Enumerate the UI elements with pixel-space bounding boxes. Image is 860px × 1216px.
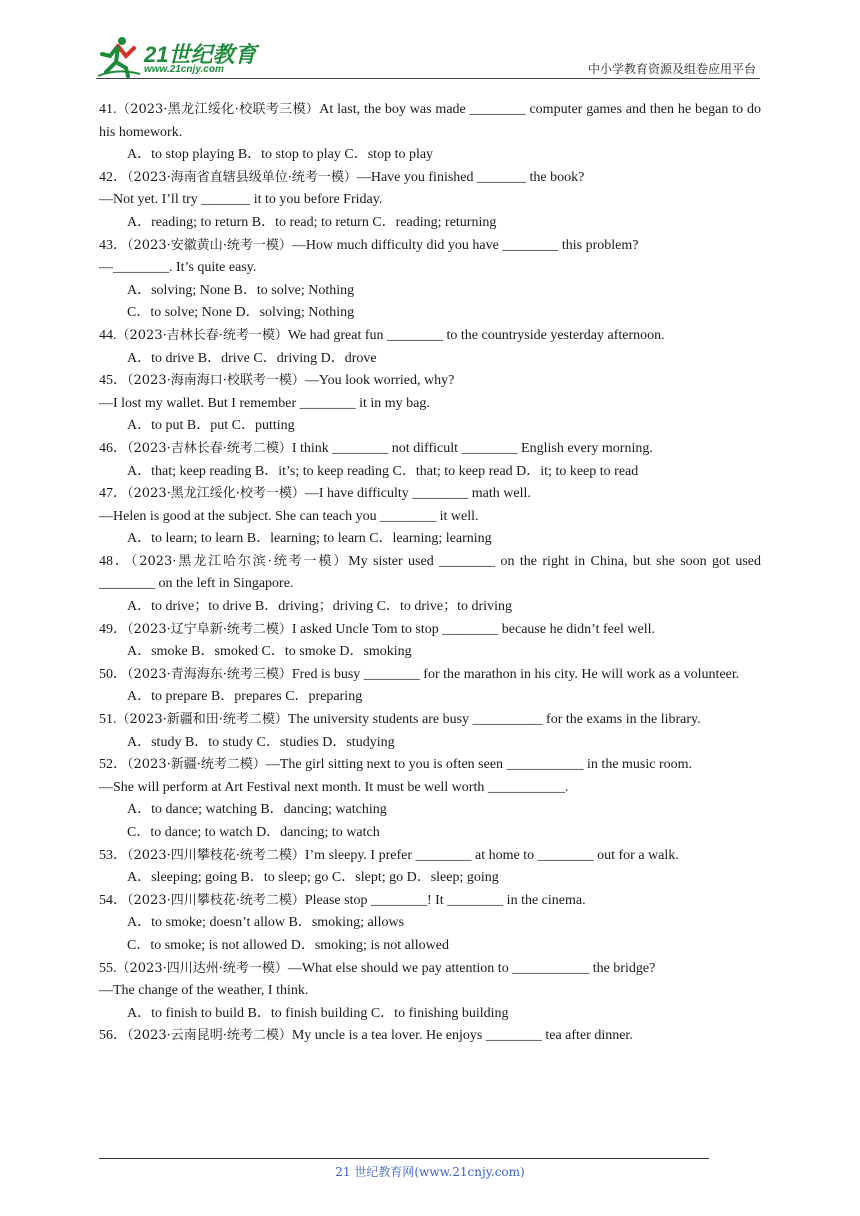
question-number: 52．	[99, 757, 127, 773]
answer-options: A．sleeping; going B．to sleep; go C．slept; go D．sleep; going	[127, 870, 499, 886]
question-number: 51.	[99, 712, 117, 728]
running-figure-icon	[96, 34, 142, 78]
question-source: （2023·四川达州·统考一模）	[116, 960, 288, 976]
site-logo[interactable]	[96, 34, 266, 78]
question-source: （2023·新疆·统考二模）	[127, 757, 266, 773]
question-item	[99, 235, 761, 325]
question-item	[99, 709, 761, 754]
question-number: 41.	[99, 102, 117, 117]
question-source: （2023·辽宁阜新·统考二模）	[127, 621, 292, 637]
question-stem	[99, 325, 761, 348]
question-item	[99, 754, 761, 844]
question-source: （2023·新疆和田·统考二模）	[116, 712, 288, 728]
question-item	[99, 1025, 761, 1048]
question-number: 48．	[99, 553, 131, 569]
platform-title: 中小学教育资源及组卷应用平台	[587, 62, 756, 76]
question-stem	[99, 958, 761, 981]
question-text: The university students are busy __________ for the exams in the library.	[287, 712, 701, 728]
footer-divider	[99, 1158, 709, 1159]
question-stem	[99, 709, 761, 732]
question-text: —You look worried, why?	[304, 373, 455, 389]
question-text: My uncle is a tea lover. He enjoys ________ tea after dinner.	[291, 1028, 633, 1044]
question-stem	[99, 754, 761, 777]
question-stem	[99, 890, 761, 913]
question-stem	[99, 664, 761, 687]
question-dialogue-line: —Helen is good at the subject. She can teach you ________ it well.	[99, 508, 479, 524]
question-number: 49．	[99, 621, 127, 637]
question-item	[99, 438, 761, 483]
question-number: 45．	[99, 373, 127, 389]
question-item	[99, 890, 761, 958]
question-source: （2023·云南昆明·统考二模）	[127, 1028, 292, 1044]
question-source: （2023·黑龙江哈尔滨·统考一模）	[130, 553, 349, 569]
question-item	[99, 483, 761, 551]
question-dialogue-line: —She will perform at Art Festival next month. It must be well worth ___________.	[99, 779, 569, 795]
answer-options: A．to put B．put C．putting	[127, 418, 295, 434]
answer-options: A．to learn; to learn B．learning; to learn C．learning; learning	[127, 531, 492, 547]
question-text: At last, the boy was made ________ computer games and then he began to do his homework.	[99, 102, 761, 140]
question-item	[99, 664, 761, 709]
question-text: Please stop ________! It ________ in the cinema.	[304, 892, 586, 908]
question-item	[99, 167, 761, 235]
question-dialogue-line: —I lost my wallet. But I remember ________ it in my bag.	[99, 395, 430, 411]
answer-options: A．reading; to return B．to read; to return C．reading; returning	[127, 214, 497, 230]
question-item	[99, 370, 761, 438]
question-text: —I have difficulty ________ math well.	[304, 486, 531, 502]
question-item	[99, 325, 761, 370]
answer-options: C．to dance; to watch D．dancing; to watch	[127, 825, 380, 840]
question-stem	[99, 1025, 761, 1048]
answer-options: A．to drive；to drive B．driving；driving C．to drive；to driving	[127, 599, 512, 615]
question-stem	[99, 235, 761, 258]
question-text: —The girl sitting next to you is often seen ___________ in the music room.	[265, 757, 693, 773]
question-text: —What else should we pay attention to ___________ the bridge?	[287, 960, 656, 976]
question-text: I’m sleepy. I prefer ________ at home to ________ out for a walk.	[304, 847, 679, 863]
question-stem	[99, 619, 761, 642]
question-dialogue-line: —________. It’s quite easy.	[99, 260, 257, 276]
question-number: 44.	[99, 327, 117, 343]
question-source: （2023·青海海东·统考三模）	[127, 666, 292, 682]
answer-options: A．that; keep reading B．it’s; to keep reading C．that; to keep read D．it; to keep to read	[127, 463, 639, 479]
answer-options: A．solving; None B．to solve; Nothing	[127, 282, 355, 298]
question-stem	[99, 438, 761, 461]
question-number: 56．	[99, 1028, 127, 1044]
question-source: （2023·黑龙江绥化·校联考三模）	[116, 102, 320, 117]
answer-options: A．to dance; watching B．dancing; watching	[127, 802, 387, 818]
answer-options: A．study B．to study C．studies D．studying	[127, 734, 395, 750]
question-number: 50．	[99, 666, 127, 682]
page-header	[96, 30, 760, 82]
answer-options: C．to smoke; is not allowed D．smoking; is not allowed	[127, 937, 449, 953]
question-number: 43．	[99, 237, 127, 253]
question-list	[99, 99, 761, 1048]
question-text: Fred is busy ________ for the marathon in his city. He will work as a volunteer.	[291, 666, 740, 682]
question-source: （2023·吉林长春·统考二模）	[127, 440, 292, 456]
question-text: I think ________ not difficult ________ English every morning.	[291, 440, 653, 456]
question-stem	[99, 551, 761, 596]
question-stem	[99, 370, 761, 393]
question-number: 55.	[99, 960, 117, 976]
question-text: My sister used ________ on the right in China, but she soon got used ________ on the left in Singapore.	[99, 553, 762, 592]
answer-options: C．to solve; None D．solving; Nothing	[127, 305, 355, 321]
question-dialogue-line: —Not yet. I’ll try _______ it to you before Friday.	[99, 192, 383, 208]
logo-text: 21世纪教育	[144, 42, 257, 67]
question-source: （2023·四川攀枝花·统考二模）	[127, 847, 305, 863]
question-number: 47．	[99, 486, 127, 502]
question-number: 46．	[99, 440, 127, 456]
question-stem	[99, 845, 761, 868]
question-text: —Have you finished _______ the book?	[356, 169, 585, 185]
question-text: I asked Uncle Tom to stop ________ because he didn’t feel well.	[291, 621, 656, 637]
question-stem	[99, 99, 761, 144]
question-text: —How much difficulty did you have ________ this problem?	[291, 237, 639, 253]
answer-options: A．to finish to build B．to finish building C．to finishing building	[127, 1005, 509, 1021]
question-source: （2023·黑龙江绥化·校考一模）	[127, 486, 305, 502]
logo-url: www.21cnjy.com	[144, 64, 224, 75]
header-divider	[96, 78, 760, 79]
question-item	[99, 845, 761, 890]
answer-options: A．smoke B．smoked C．to smoke D．smoking	[127, 644, 412, 660]
answer-options: A．to smoke; doesn’t allow B．smoking; allows	[127, 915, 405, 931]
question-number: 42．	[99, 169, 127, 185]
question-source: （2023·四川攀枝花·统考二模）	[127, 892, 305, 908]
question-source: （2023·安徽黄山·统考一模）	[127, 237, 292, 253]
question-stem	[99, 483, 761, 506]
question-item	[99, 958, 761, 1026]
question-source: （2023·吉林长春·统考一模）	[116, 327, 288, 343]
answer-options: A．to prepare B．prepares C．preparing	[127, 689, 363, 705]
question-number: 54．	[99, 892, 127, 908]
answer-options: A．to stop playing B．to stop to play C．stop to play	[127, 147, 434, 163]
question-item	[99, 619, 761, 664]
question-source: （2023·海南省直辖县级单位·统考一模）	[127, 169, 357, 185]
question-stem	[99, 167, 761, 190]
question-dialogue-line: —The change of the weather, I think.	[99, 983, 309, 999]
question-text: We had great fun ________ to the countryside yesterday afternoon.	[287, 327, 665, 343]
question-item	[99, 99, 761, 167]
question-number: 53．	[99, 847, 127, 863]
answer-options: A．to drive B．drive C．driving D．drove	[127, 350, 377, 366]
footer-link[interactable]: 21 世纪教育网(www.21cnjy.com)	[335, 1165, 525, 1179]
question-source: （2023·海南海口·校联考一模）	[127, 373, 305, 389]
question-item	[99, 551, 761, 619]
